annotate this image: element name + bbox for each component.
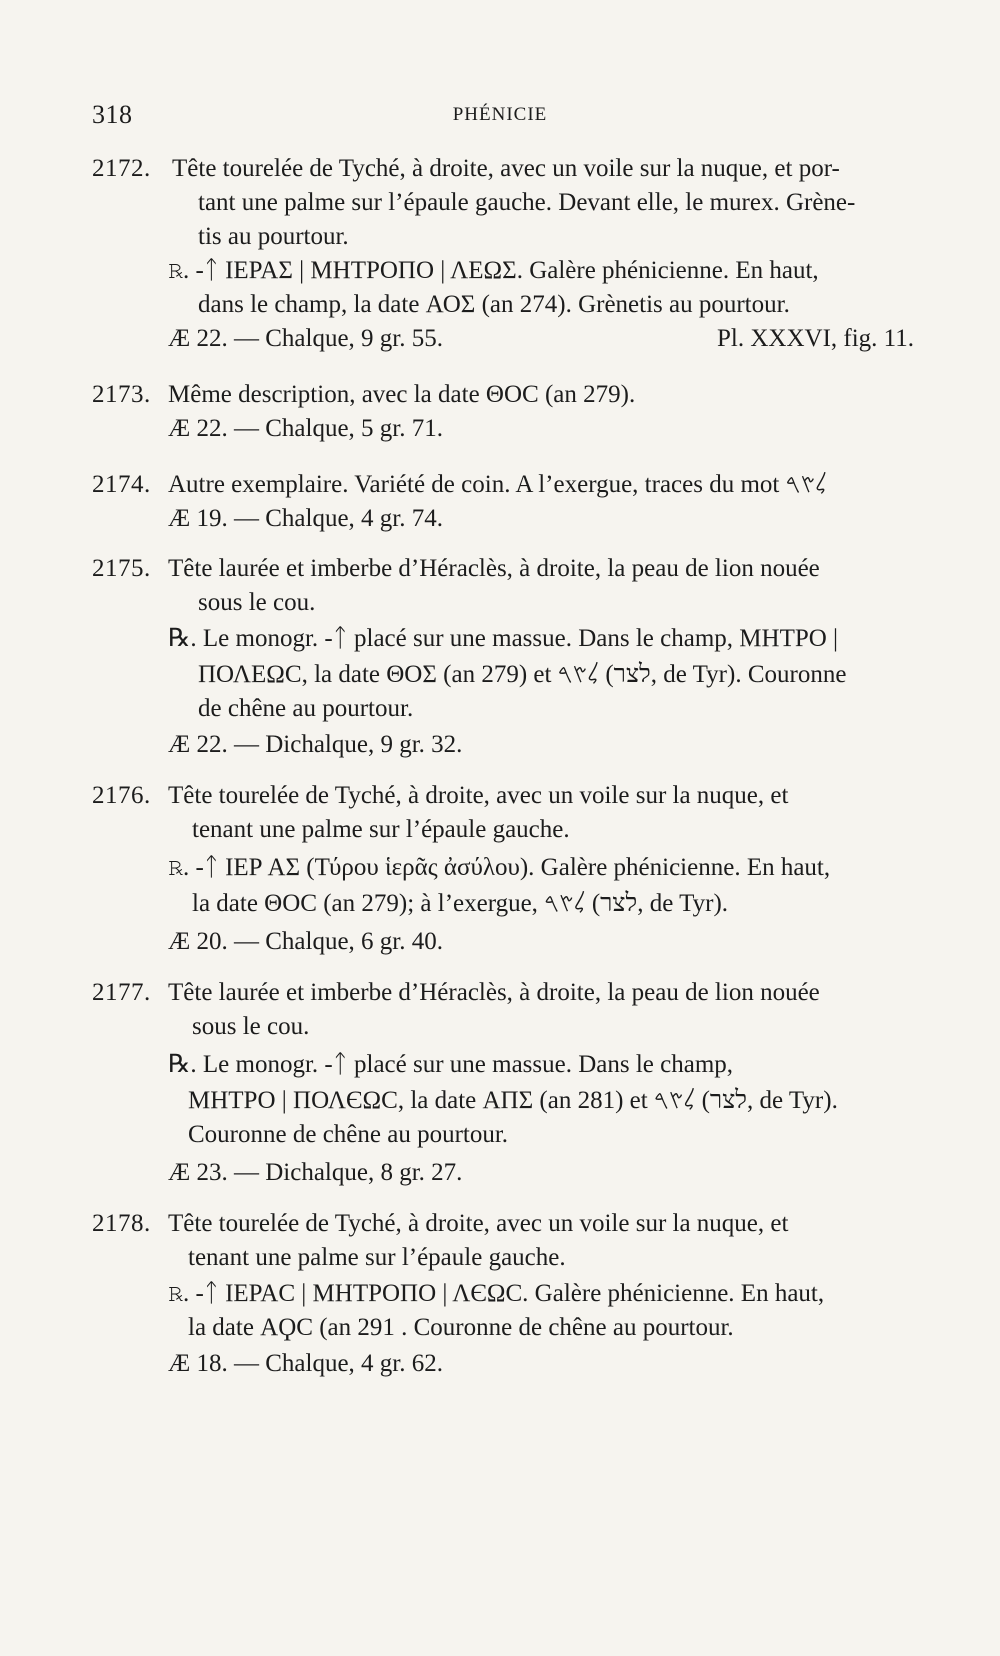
entry-line: la date ΑϘϹ (an 291 . Couronne de chêne au pourtour. — [188, 1314, 734, 1341]
plate-reference: Pl. XXXVI, fig. 11. — [717, 325, 914, 352]
entry-line: de chêne au pourtour. — [198, 695, 414, 722]
entry-line: Æ 20. — Chalque, 6 gr. 40. — [168, 928, 443, 955]
entry-line: Tête laurée et imberbe d’Héraclès, à droite, la peau de lion nouée — [168, 979, 820, 1006]
entry-line: Æ 23. — Dichalque, 8 gr. 27. — [168, 1159, 463, 1186]
entry-line: Couronne de chêne au pourtour. — [188, 1121, 509, 1148]
entry-line: Tête laurée et imberbe d’Héraclès, à droite, la peau de lion nouée — [168, 555, 820, 582]
entry-number: 2172. — [92, 155, 151, 182]
entry-line: sous le cou. — [198, 589, 316, 616]
entry-line: la date ΘΟϹ (an 279); à l’exergue, 𐤋𐤑𐤓 (לצר, de Tyr). — [192, 890, 729, 917]
entry-line: ℞. Le monogr. -ᛏ placé sur une massue. Dans le champ, — [168, 1051, 734, 1078]
entry-number: 2174. — [92, 471, 151, 498]
entry-line: Æ 19. — Chalque, 4 gr. 74. — [168, 505, 443, 532]
entry-line: ℞. -ᛏ ΙΕΡΑϹ | ΜΗΤΡΟΠΟ | ΛЄΩϹ. Galère phénicienne. En haut, — [168, 1280, 825, 1307]
entry-number: 2178. — [92, 1210, 151, 1237]
entry-line: Æ 22. — Dichalque, 9 gr. 32. — [168, 731, 463, 758]
entry-line: tenant une palme sur l’épaule gauche. — [192, 816, 570, 843]
entry-line: Même description, avec la date ΘΟϹ (an 279). — [168, 381, 636, 408]
entry-number: 2177. — [92, 979, 151, 1006]
entry-line: tis au pourtour. — [198, 223, 349, 250]
entry-number: 2173. — [92, 381, 151, 408]
entry-line: Æ 22. — Chalque, 9 gr. 55. — [168, 325, 443, 352]
entry-number: 2176. — [92, 782, 151, 809]
entry-line: tenant une palme sur l’épaule gauche. — [188, 1244, 566, 1271]
entry-line: Autre exemplaire. Variété de coin. A l’exergue, traces du mot 𐤋𐤑𐤓 — [168, 471, 827, 498]
entry-line: Tête tourelée de Tyché, à droite, avec un voile sur la nuque, et por- — [172, 155, 840, 182]
entry-line: Æ 22. — Chalque, 5 gr. 71. — [168, 415, 443, 442]
entry-line: sous le cou. — [192, 1013, 310, 1040]
entry-line: dans le champ, la date ΑΟΣ (an 274). Grènetis au pourtour. — [198, 291, 790, 318]
entry-line: tant une palme sur l’épaule gauche. Devant elle, le murex. Grène- — [198, 189, 856, 216]
running-title: PHÉNICIE — [452, 104, 548, 125]
entry-line: ℞. -ᛏ ΙΕΡ ΑΣ (Τύρου ἱερᾶς ἀσύλου). Galère phénicienne. En haut, — [168, 854, 831, 881]
entry-line: ℞. Le monogr. -ᛏ placé sur une massue. Dans le champ, ΜΗΤΡΟ | — [168, 625, 839, 652]
entry-number: 2175. — [92, 555, 151, 582]
entry-line: Æ 18. — Chalque, 4 gr. 62. — [168, 1350, 443, 1377]
entry-line: ΜΗΤΡΟ | ΠΟΛЄΩϹ, la date ΑΠΣ (an 281) et 𐤋𐤑𐤓 (לצר, de Tyr). — [188, 1087, 838, 1114]
entry-line: Tête tourelée de Tyché, à droite, avec un voile sur la nuque, et — [168, 782, 789, 809]
entry-line: ℞. -ᛏ ΙΕΡΑΣ | ΜΗΤΡΟΠΟ | ΛΕΩΣ. Galère phénicienne. En haut, — [168, 257, 819, 284]
page-number: 318 — [92, 100, 133, 129]
entry-line: Tête tourelée de Tyché, à droite, avec un voile sur la nuque, et — [168, 1210, 789, 1237]
entry-line: ΠΟΛΕΩϹ, la date ΘΟΣ (an 279) et 𐤋𐤑𐤓 (לצר, de Tyr). Couronne — [198, 661, 847, 688]
